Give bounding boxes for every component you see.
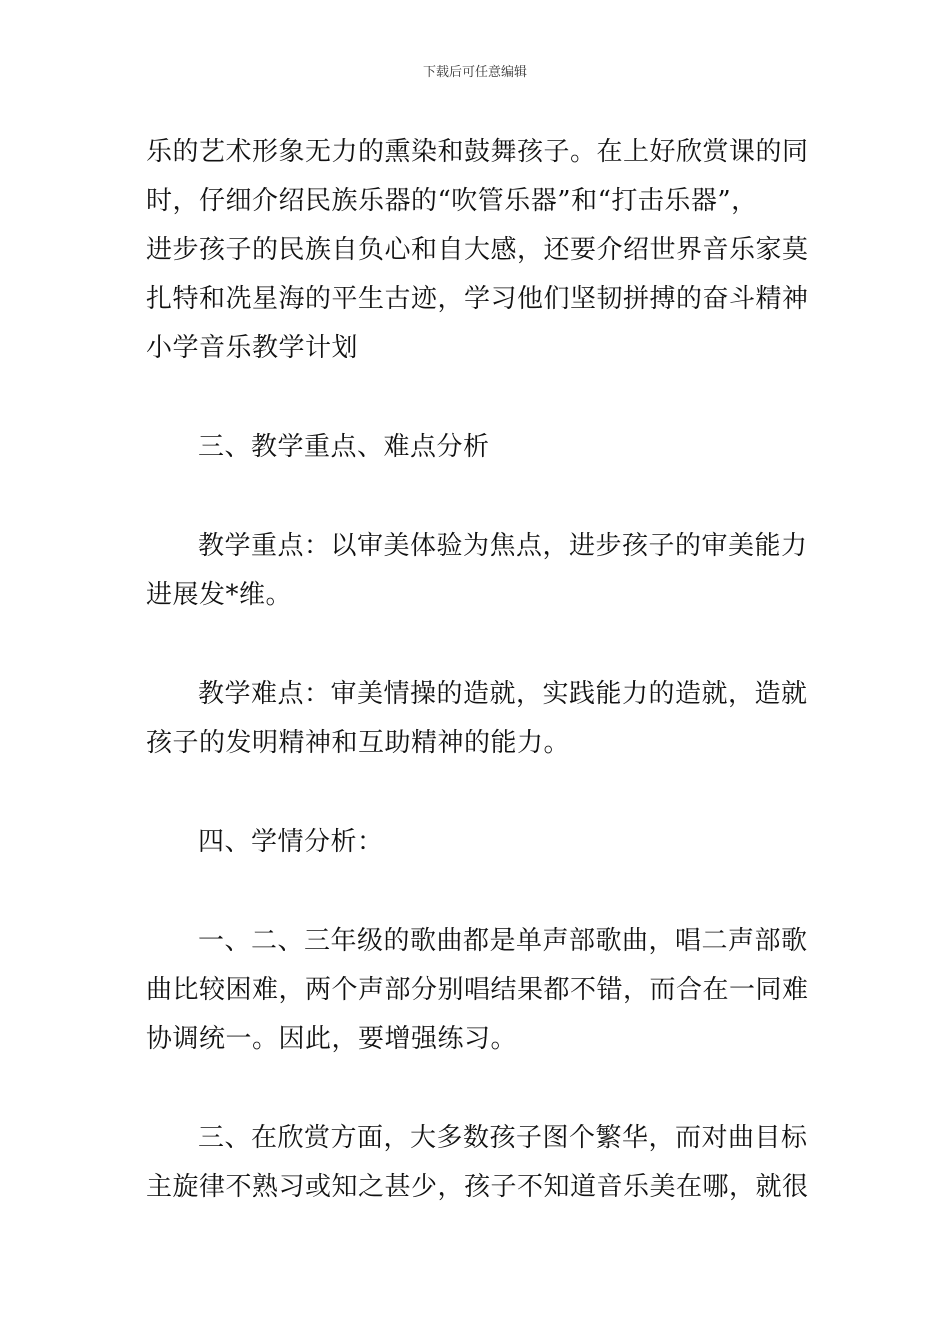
paragraph-teaching-difficulty	[146, 670, 810, 768]
text-line: 教学难点：审美情操的造就，实践能力的造就，造就	[198, 679, 808, 709]
section-heading-key-difficult-points	[146, 423, 810, 472]
text-line: 进步孩子的民族自负心和自大感，还要介绍世界音乐家莫	[146, 235, 809, 265]
text-line: 进展发*维。	[146, 580, 293, 610]
text-line: 乐的艺术形象无力的熏染和鼓舞孩子。在上好欣赏课的同	[146, 137, 809, 167]
text-line: 三、教学重点、难点分析	[198, 432, 490, 462]
paragraph-intro-continuation	[146, 128, 810, 373]
section-heading-learning-analysis	[146, 818, 810, 867]
text-line: 一、二、三年级的歌曲都是单声部歌曲，唱二声部歌	[198, 926, 808, 956]
text-line: 主旋律不熟习或知之甚少，孩子不知道音乐美在哪，就很	[146, 1172, 809, 1202]
text-line: 协调统一。因此，要增强练习。	[146, 1024, 518, 1054]
text-line: 孩子的发明精神和互助精神的能力。	[146, 728, 571, 758]
text-line: 四、学情分析：	[198, 827, 384, 857]
paragraph-grades-singing	[146, 917, 810, 1064]
text-line: 三、在欣赏方面，大多数孩子图个繁华，而对曲目标	[198, 1123, 808, 1153]
text-line: 教学重点：以审美体验为焦点，进步孩子的审美能力	[198, 531, 808, 561]
document-body	[146, 128, 810, 1212]
text-line: 曲比较困难，两个声部分别唱结果都不错，而合在一同难	[146, 975, 809, 1005]
text-line: 时，仔细介绍民族乐器的“吹管乐器”和“打击乐器”，	[146, 186, 758, 216]
page-header-note: 下载后可任意编辑	[422, 65, 527, 80]
text-line: 扎特和冼星海的平生古迹，学习他们坚韧拼搏的奋斗精神	[146, 284, 809, 314]
paragraph-teaching-focus	[146, 522, 810, 620]
paragraph-appreciation	[146, 1114, 810, 1212]
text-line: 小学音乐教学计划	[146, 333, 359, 363]
